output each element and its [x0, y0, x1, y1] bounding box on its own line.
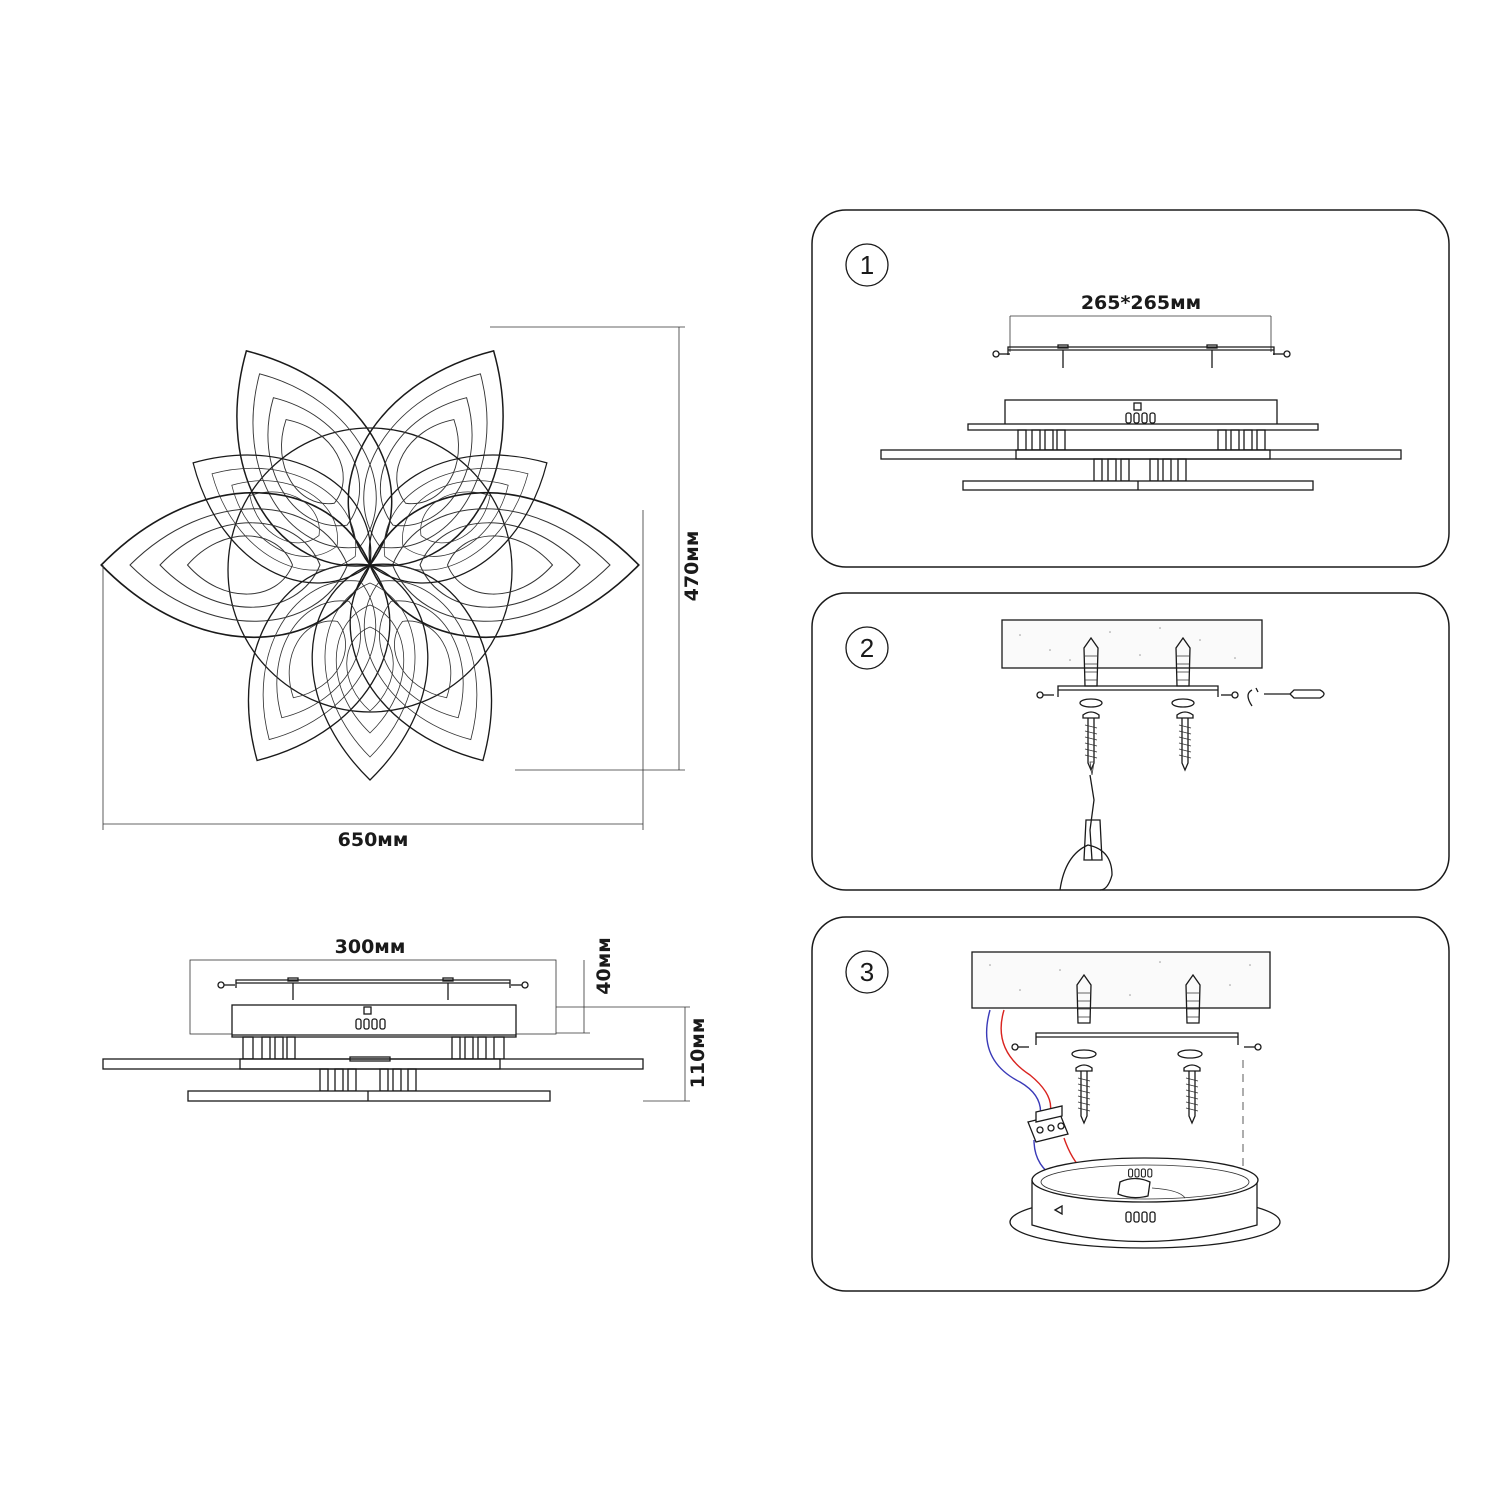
total-height-dimension-label: 110мм	[687, 1017, 709, 1089]
ceiling-block	[1002, 620, 1262, 668]
side-view-fixture	[103, 960, 643, 1101]
step-3-number: 3	[859, 957, 875, 987]
side-width-dimension-label: 300мм	[334, 936, 406, 958]
side-view-dimension-lines	[556, 960, 690, 1101]
step-2-number: 2	[859, 633, 875, 663]
ceiling-block	[972, 952, 1270, 1008]
bracket-height-dimension-label: 40мм	[593, 937, 615, 995]
mount-size-label: 265*265мм	[1080, 292, 1202, 314]
top-view-flower	[101, 318, 639, 791]
width-dimension-label: 650мм	[337, 829, 409, 851]
step-1-panel	[812, 210, 1449, 567]
height-dimension-label: 470мм	[681, 530, 703, 602]
step-1-number: 1	[859, 250, 875, 280]
